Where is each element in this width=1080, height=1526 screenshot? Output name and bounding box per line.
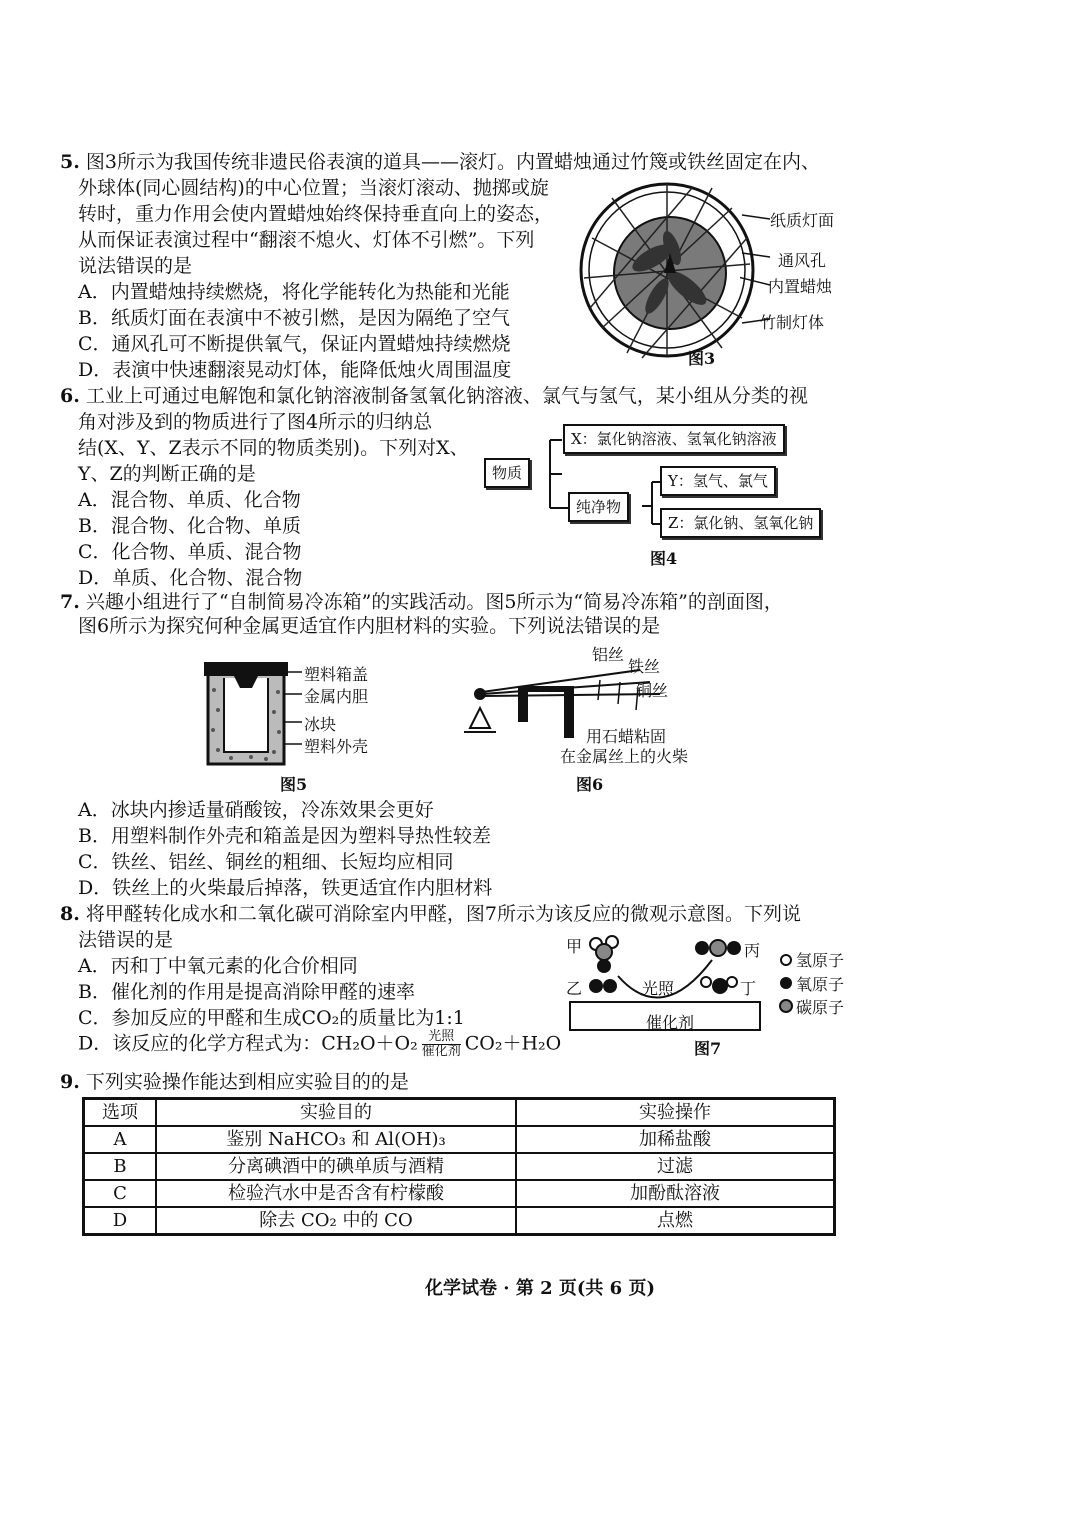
question-text-line: 图6所示为探究何种金属更适宜作内胆材料的实验。下列说法错误的是: [78, 615, 661, 637]
question-text-line: 说法错误的是: [78, 255, 193, 277]
header-option: 选项: [84, 1099, 157, 1127]
question-number: 5.: [60, 151, 80, 173]
label-ding: 丁: [740, 979, 757, 998]
figure-caption: 图5: [280, 775, 308, 794]
oxygen-atom-icon: [780, 977, 792, 989]
label-light: 光照: [642, 979, 675, 998]
freezer-leader-lines: [284, 666, 304, 756]
cell-purpose: 检验汽水中是否含有柠檬酸: [156, 1180, 516, 1207]
label-yi: 乙: [566, 979, 583, 998]
legend-carbon: 碳原子: [796, 998, 845, 1017]
label-matches-on-wire: 在金属丝上的火柴: [560, 747, 689, 766]
option-d: D．单质、化合物、混合物: [78, 567, 303, 589]
label-plastic-shell: 塑料外壳: [304, 737, 369, 756]
label-aluminum-wire: 铝丝: [592, 645, 625, 664]
option-d: [78, 1030, 561, 1059]
metal-liner: [224, 678, 268, 752]
node-substance: 物质: [484, 458, 530, 488]
table-row: [84, 1207, 835, 1235]
label-bamboo-body: 竹制灯体: [760, 313, 825, 332]
figure-caption: 图3: [688, 349, 716, 368]
header-purpose: 实验目的: [156, 1099, 516, 1127]
option-a: A．混合物、单质、化合物: [78, 489, 301, 511]
label-wax-fixed: 用石蜡粘固: [586, 727, 667, 746]
figure-caption: 图6: [576, 775, 604, 794]
label-bing: 丙: [744, 941, 761, 960]
question-text-line: Y、Z的判断正确的是: [78, 463, 256, 485]
header-operation: 实验操作: [516, 1099, 835, 1127]
stand-left: [518, 688, 528, 722]
cell-purpose: 分离碘酒中的碘单质与酒精: [156, 1153, 516, 1180]
question-text-line: 法错误的是: [78, 929, 174, 951]
plastic-lid: [204, 662, 288, 676]
question-7: [60, 590, 783, 615]
condition-catalyst: 催化剂: [421, 1044, 461, 1059]
atom-legend-icons: [778, 952, 794, 1014]
stand-right: [564, 688, 574, 738]
cell-option: A: [84, 1126, 157, 1153]
oxygen-molecule: [589, 979, 617, 993]
question-number: 6.: [60, 385, 80, 407]
hydrogen-atom-icon: [781, 955, 791, 965]
table-row: [84, 1126, 835, 1153]
table-row: [84, 1153, 835, 1180]
label-ice: 冰块: [304, 715, 337, 734]
question-text-line: 从而保证表演过程中“翻滚不熄火、灯体不引燃”。下列: [78, 229, 535, 251]
question-8: [60, 902, 801, 927]
question-9: [60, 1070, 409, 1095]
reaction-condition: [422, 1030, 461, 1059]
node-z: Z：氯化钠、氢氧化钠: [660, 508, 821, 538]
page-footer: 化学试卷 · 第 2 页(共 6 页): [425, 1278, 655, 1299]
water-molecule: [701, 977, 737, 994]
cell-purpose: 鉴别 NaHCO₃ 和 Al(OH)₃: [156, 1126, 516, 1153]
alcohol-lamp-icon: [464, 708, 496, 732]
option-c: C．化合物、单质、混合物: [78, 541, 302, 563]
cell-option: C: [84, 1180, 157, 1207]
option-d: D．铁丝上的火柴最后掉落，铁更适宜作内胆材料: [78, 877, 493, 899]
option-b: B．催化剂的作用是提高消除甲醛的速率: [78, 981, 415, 1003]
label-candle: 内置蜡烛: [768, 277, 833, 296]
option-c: C．铁丝、铝丝、铜丝的粗细、长短均应相同: [78, 851, 454, 873]
stand-top: [518, 686, 574, 692]
cell-option: D: [84, 1207, 157, 1235]
table-row: [84, 1180, 835, 1207]
cell-operation: 过滤: [516, 1153, 835, 1180]
cell-purpose: 除去 CO₂ 中的 CO: [156, 1207, 516, 1235]
label-iron-wire: 铁丝: [628, 657, 661, 676]
table-header-row: [84, 1099, 835, 1127]
label-catalyst: 催化剂: [646, 1013, 695, 1032]
cell-operation: 加稀盐酸: [516, 1126, 835, 1153]
cell-operation: 加酚酞溶液: [516, 1180, 835, 1207]
node-x: X：氯化钠溶液、氢氧化钠溶液: [563, 424, 785, 454]
question-number: 7.: [60, 591, 80, 613]
legend-oxygen: 氧原子: [796, 975, 845, 994]
option-c: C．通风孔可不断提供氧气，保证内置蜡烛持续燃烧: [78, 333, 511, 355]
option-a: A．内置蜡烛持续燃烧，将化学能转化为热能和光能: [78, 281, 510, 303]
node-pure-substance: 纯净物: [568, 492, 629, 522]
cell-option: B: [84, 1153, 157, 1180]
question-text-line: 转时，重力作用会使内置蜡烛始终保持垂直向上的姿态，: [78, 203, 554, 225]
carbon-atom-icon: [780, 1000, 792, 1012]
option-b: B．用塑料制作外壳和箱盖是因为塑料导热性较差: [78, 825, 491, 847]
condition-light: 光照: [422, 1030, 461, 1045]
co2-molecule: [695, 940, 741, 956]
question-number: 8.: [60, 903, 80, 925]
label-metal-liner: 金属内胆: [304, 687, 369, 706]
label-paper-shade: 纸质灯面: [770, 211, 835, 230]
label-jia: 甲: [566, 937, 583, 956]
question-text-line: 将甲醛转化成水和二氧化碳可消除室内甲醛，图7所示为该反应的微观示意图。下列说: [85, 903, 801, 925]
label-copper-wire: 铜丝: [636, 681, 669, 700]
node-y: Y：氢气、氯气: [660, 466, 776, 496]
legend-hydrogen: 氢原子: [796, 951, 845, 970]
option-a: A．冰块内掺适量硝酸铵，冷冻效果会更好: [78, 799, 434, 821]
figure-caption: 图7: [694, 1039, 722, 1058]
question-number: 9.: [60, 1071, 80, 1093]
option-b: B．混合物、化合物、单质: [78, 515, 301, 537]
equation-lhs: D．该反应的化学方程式为：CH₂O＋O₂: [78, 1032, 418, 1055]
equation-rhs: CO₂＋H₂O: [464, 1032, 562, 1055]
question-text-line: 角对涉及到的物质进行了图4所示的归纳总: [78, 411, 433, 433]
option-d: D．表演中快速翻滚晃动灯体，能降低烛火周围温度: [78, 359, 512, 381]
question-6: [60, 384, 808, 409]
option-b: B．纸质灯面在表演中不被引燃，是因为隔绝了空气: [78, 307, 510, 329]
question-text-line: 外球体(同心圆结构)的中心位置；当滚灯滚动、抛掷或旋: [78, 177, 549, 199]
formaldehyde-molecule: [590, 936, 618, 973]
question-text-line: 结(X、Y、Z表示不同的物质类别)。下列对X、: [78, 437, 469, 459]
question-text-line: 图3所示为我国传统非遗民俗表演的道具——滚灯。内置蜡烛通过竹篾或铁丝固定在内、: [85, 151, 820, 173]
question-text-line: 兴趣小组进行了“自制简易冷冻箱”的实践活动。图5所示为“简易冷冻箱”的剖面图，: [85, 591, 783, 613]
question-stem: 下列实验操作能达到相应实验目的的是: [85, 1071, 409, 1093]
label-plastic-lid: 塑料箱盖: [304, 665, 369, 684]
heat-point: [474, 688, 486, 700]
question-text-line: 工业上可通过电解饱和氯化钠溶液制备氢氧化钠溶液、氯气与氢气，某小组从分类的视: [85, 385, 808, 407]
figure-caption: 图4: [650, 549, 678, 568]
freezer-box-figure: [196, 660, 296, 770]
cell-operation: 点燃: [516, 1207, 835, 1235]
option-a: A．丙和丁中氧元素的化合价相同: [78, 955, 358, 977]
label-vent: 通风孔: [778, 251, 827, 270]
option-c: C．参加反应的甲醛和生成CO₂的质量比为1:1: [78, 1007, 465, 1029]
experiment-table: [82, 1097, 836, 1236]
